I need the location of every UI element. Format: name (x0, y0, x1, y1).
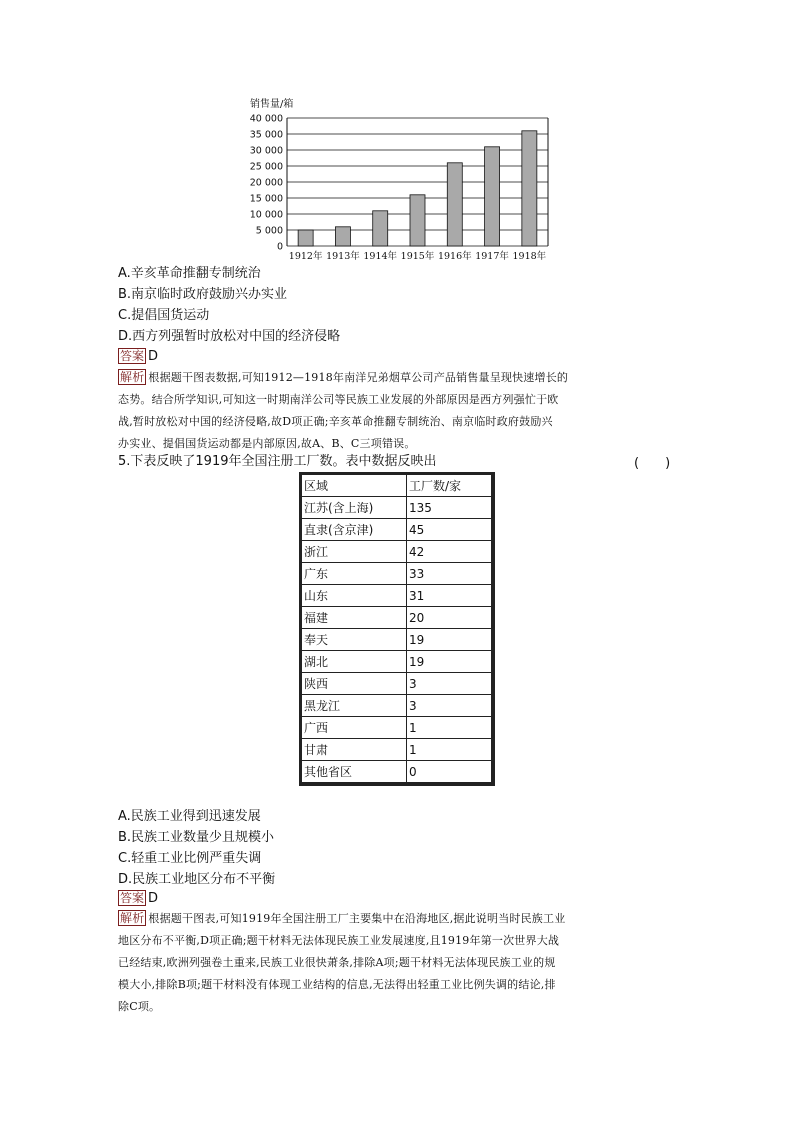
table-row (302, 563, 492, 585)
bar (485, 147, 500, 246)
table-row (302, 695, 492, 717)
count-cell: 42 (407, 541, 492, 563)
answer-value: D (148, 891, 159, 906)
y-tick-label: 20 000 (249, 177, 283, 189)
y-tick-label: 0 (276, 241, 283, 253)
region-cell: 江苏(含上海) (302, 497, 407, 519)
answer-tag: 答案 (120, 891, 145, 905)
q4-option-b: B.南京临时政府鼓励兴办实业 (118, 287, 288, 302)
x-tick-label: 1914年 (363, 251, 398, 262)
q5-answer (118, 890, 158, 908)
answer-value: D (148, 349, 159, 364)
q4-answer (118, 348, 158, 366)
x-tick-label: 1913年 (326, 251, 360, 262)
count-cell: 0 (407, 761, 492, 783)
column-header: 区域 (302, 475, 407, 497)
bar (522, 131, 537, 246)
analysis-line: 地区分布不平衡,D项正确;题干材料无法体现民族工业发展速度,且1919年第一次世界大战 (118, 934, 560, 947)
x-tick-label: 1918年 (512, 251, 547, 262)
region-cell: 浙江 (302, 541, 407, 563)
table-header-row (302, 475, 492, 497)
y-tick-label: 15 000 (249, 193, 283, 205)
x-tick-label: 1912年 (288, 251, 323, 262)
region-cell: 广西 (302, 717, 407, 739)
region-cell: 甘肃 (302, 739, 407, 761)
table-row (302, 519, 492, 541)
table-row (302, 651, 492, 673)
count-cell: 135 (407, 497, 492, 519)
analysis-line: 除C项。 (118, 1000, 161, 1013)
q4-option-a: A.辛亥革命推翻专制统治 (118, 266, 261, 281)
count-cell: 1 (407, 717, 492, 739)
count-cell: 3 (407, 695, 492, 717)
analysis-line: 办实业、提倡国货运动都是内部原因,故A、B、C三项错误。 (118, 437, 416, 450)
count-cell: 20 (407, 607, 492, 629)
x-tick-label: 1915年 (400, 251, 435, 262)
analysis-line: 根据题干图表,可知1919年全国注册工厂主要集中在沿海地区,据此说明当时民族工业 (148, 912, 566, 925)
table-row (302, 717, 492, 739)
region-cell: 黑龙江 (302, 695, 407, 717)
table-row (302, 607, 492, 629)
y-axis-label: 销售量/箱 (250, 99, 294, 110)
table-row (302, 673, 492, 695)
y-tick-label: 40 000 (249, 113, 283, 125)
q4-option-c: C.提倡国货运动 (118, 308, 210, 323)
count-cell: 19 (407, 651, 492, 673)
analysis-line: 战,暂时放松对中国的经济侵略,故D项正确;辛亥革命推翻专制统治、南京临时政府鼓励兴 (118, 415, 553, 428)
x-tick-label: 1917年 (475, 251, 509, 262)
bar (298, 230, 313, 246)
q5-option-a: A.民族工业得到迅速发展 (118, 809, 261, 824)
region-cell: 山东 (302, 585, 407, 607)
table-row (302, 541, 492, 563)
analysis-tag: 解析 (120, 911, 145, 925)
analysis-line: 已经结束,欧洲列强卷土重来,民族工业很快萧条,排除A项;题干材料无法体现民族工业的规 (118, 956, 556, 969)
y-tick-label: 30 000 (249, 145, 283, 157)
count-cell: 19 (407, 629, 492, 651)
y-tick-label: 10 000 (249, 209, 283, 221)
answer-blank: ( ) (634, 456, 671, 471)
table-row (302, 739, 492, 761)
sales-bar-chart (240, 92, 560, 262)
table-row (302, 761, 492, 783)
y-tick-label: 25 000 (249, 161, 283, 173)
region-cell: 湖北 (302, 651, 407, 673)
bar (373, 211, 388, 246)
q5-option-d: D.民族工业地区分布不平衡 (118, 872, 276, 887)
region-cell: 奉天 (302, 629, 407, 651)
count-cell: 45 (407, 519, 492, 541)
region-cell: 直隶(含京津) (302, 519, 407, 541)
q5-option-c: C.轻重工业比例严重失调 (118, 851, 262, 866)
bar (335, 227, 350, 246)
table-row (302, 497, 492, 519)
count-cell: 3 (407, 673, 492, 695)
analysis-line: 模大小,排除B项;题干材料没有体现工业结构的信息,无法得出轻重工业比例失调的结论,排 (118, 978, 556, 991)
region-cell: 广东 (302, 563, 407, 585)
region-cell: 福建 (302, 607, 407, 629)
q5-question: 5.下表反映了1919年全国注册工厂数。表中数据反映出 (118, 454, 437, 469)
count-cell: 1 (407, 739, 492, 761)
analysis-tag: 解析 (120, 370, 145, 384)
count-cell: 33 (407, 563, 492, 585)
y-tick-label: 5 000 (255, 225, 283, 237)
count-cell: 31 (407, 585, 492, 607)
factory-table (299, 472, 495, 786)
region-cell: 陕西 (302, 673, 407, 695)
q4-analysis (118, 367, 678, 455)
q5-analysis (118, 908, 678, 1018)
analysis-line: 根据题干图表数据,可知1912—1918年南洋兄弟烟草公司产品销售量呈现快速增长的 (148, 371, 569, 384)
q5-option-b: B.民族工业数量少且规模小 (118, 830, 275, 845)
answer-tag: 答案 (120, 349, 145, 363)
x-tick-label: 1916年 (437, 251, 472, 262)
table-row (302, 585, 492, 607)
y-tick-label: 35 000 (249, 129, 283, 141)
table-row (302, 629, 492, 651)
region-cell: 其他省区 (302, 761, 407, 783)
bar (447, 163, 462, 246)
bar (410, 195, 425, 246)
analysis-line: 态势。结合所学知识,可知这一时期南洋公司等民族工业发展的外部原因是西方列强忙于欧 (118, 393, 559, 406)
q4-option-d: D.西方列强暂时放松对中国的经济侵略 (118, 329, 341, 344)
column-header: 工厂数/家 (407, 475, 492, 497)
